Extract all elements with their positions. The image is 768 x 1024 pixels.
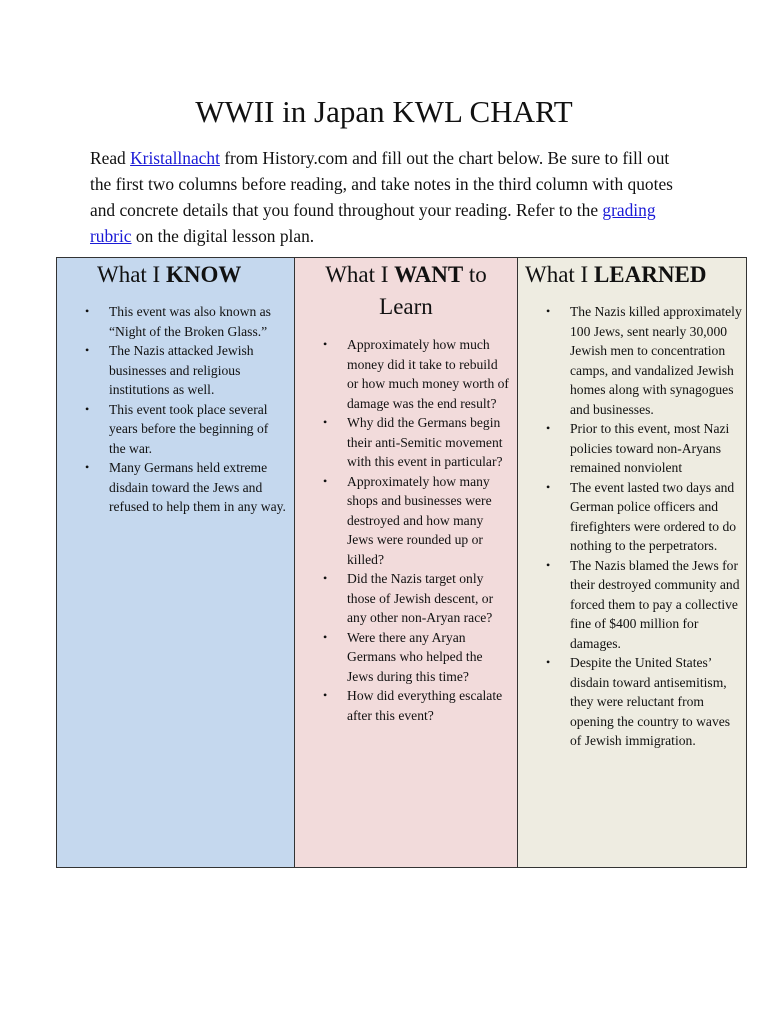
learned-list-item: • Prior to this event, most Nazi policies toward non-Aryans remained nonviolent	[570, 419, 742, 478]
kwl-chart-row	[57, 258, 747, 868]
want-list-item: • Approximately how many shops and businesses were destroyed and how many Jews were rounded up or killed?	[347, 472, 511, 570]
learned-list-item: • The Nazis blamed the Jews for their destroyed community and forced them to pay a collective fine of $400 million for damages.	[570, 556, 742, 654]
know-list-item: • This event took place several years before the beginning of the war.	[109, 400, 288, 459]
kwl-chart-table	[56, 257, 747, 868]
page-title: WWII in Japan KWL CHART	[195, 94, 573, 129]
kristallnacht-link[interactable]: Kristallnacht	[130, 148, 220, 168]
learned-list-item: • The Nazis killed approximately 100 Jews, sent nearly 30,000 Jewish men to concentration camps, and vandalized Jewish homes along with synagogues and businesses.	[570, 302, 742, 419]
want-heading-keyword: WANT	[394, 262, 464, 287]
learned-column	[518, 258, 747, 868]
learned-heading-prefix: What I	[525, 262, 594, 287]
know-list	[57, 291, 294, 517]
want-heading-suffix: to Learn	[379, 262, 487, 319]
want-heading-prefix: What I	[325, 262, 395, 287]
learned-column-heading	[518, 258, 746, 291]
want-column-heading	[295, 258, 517, 323]
learned-heading-keyword: LEARNED	[593, 262, 707, 287]
want-list-item: • How did everything escalate after this event?	[347, 686, 511, 725]
want-list-item: • Why did the Germans begin their anti-Semitic movement with this event in particular?	[347, 413, 511, 472]
know-heading-prefix: What I	[97, 262, 166, 287]
learned-list-item: • Despite the United States’ disdain toward antisemitism, they were reluctant from opening the country to waves of Jewish immigration.	[570, 653, 742, 751]
know-list-item: • This event was also known as “Night of the Broken Glass.”	[109, 302, 288, 341]
know-column-heading	[57, 258, 294, 291]
grading-rubric-link[interactable]: grading rubric	[90, 200, 656, 246]
intro-paragraph	[90, 145, 690, 249]
intro-text-middle: from History.com and fill out the chart below. Be sure to fill out the first two columns before reading, and take notes in the third column with quotes and concrete details that you found throughout your reading. Refer to the	[90, 148, 673, 220]
want-list-item: • Were there any Aryan Germans who helped the Jews during this time?	[347, 628, 511, 687]
know-column	[57, 258, 295, 868]
learned-list-item: • The event lasted two days and German police officers and firefighters were ordered to do nothing to the perpetrators.	[570, 478, 742, 556]
know-list-item: • Many Germans held extreme disdain toward the Jews and refused to help them in any way.	[109, 458, 288, 517]
know-heading-keyword: KNOW	[165, 262, 242, 287]
learned-list	[518, 291, 746, 751]
want-list-item: • Did the Nazis target only those of Jewish descent, or any other non-Aryan race?	[347, 569, 511, 628]
know-list-item: • The Nazis attacked Jewish businesses and religious institutions as well.	[109, 341, 288, 400]
want-list	[295, 323, 517, 725]
want-column	[295, 258, 518, 868]
intro-text-read: Read	[90, 148, 131, 168]
intro-text-end: on the digital lesson plan.	[131, 226, 315, 246]
want-list-item: • Approximately how much money did it take to rebuild or how much money worth of damage was the end result?	[347, 335, 511, 413]
